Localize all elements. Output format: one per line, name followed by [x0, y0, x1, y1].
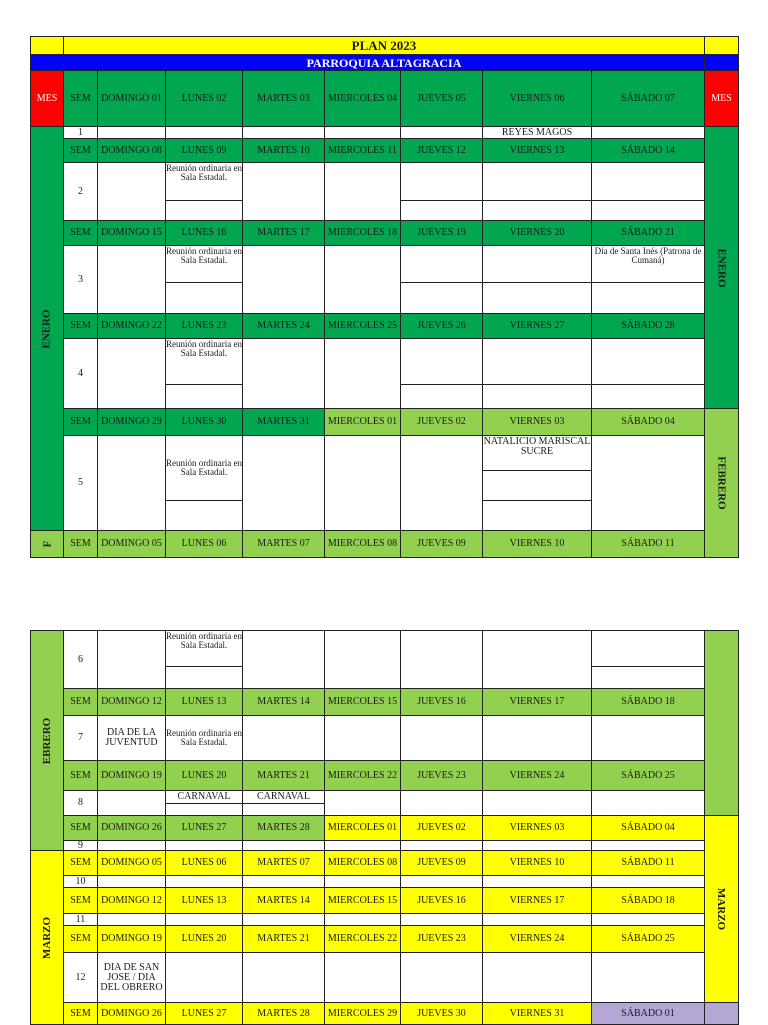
sem-label-cell: SEM — [63, 760, 98, 791]
day-header-mie: MIERCOLES 08 — [324, 850, 401, 876]
day-header-jue: JUEVES 26 — [400, 313, 483, 339]
day-slot-cell[interactable] — [482, 630, 592, 689]
col-header-mes-right: MES — [704, 70, 739, 127]
day-header-mar: MARTES 14 — [242, 688, 325, 716]
event-san-jose: DIA DE SAN JOSE / DIA DEL OBRERO — [97, 952, 166, 1003]
day-header-jue: JUEVES 16 — [400, 887, 483, 914]
month-label-enero-right — [704, 126, 739, 409]
day-header-jue: JUEVES 09 — [400, 530, 483, 558]
day-header-mar: MARTES 10 — [242, 138, 325, 163]
day-header-vie: VIERNES 17 — [482, 887, 592, 914]
week-number-cell: 3 — [63, 245, 98, 314]
day-slot-cell[interactable] — [591, 790, 705, 816]
day-header-vie: VIERNES 24 — [482, 760, 592, 791]
sem-label-cell: SEM — [63, 408, 98, 436]
day-slot-cell[interactable] — [482, 200, 592, 221]
event-reunion: Reunión ordinaria en Sala Estadal. — [165, 630, 243, 667]
month-label-marzo-right — [704, 815, 739, 1003]
day-slot-cell[interactable] — [591, 338, 705, 385]
month-label-febrero-right-text: FEBRERO — [715, 456, 728, 510]
day-slot-cell[interactable] — [400, 630, 483, 689]
month-label-marzo-text: MARZO — [41, 916, 54, 959]
day-slot-cell[interactable] — [400, 790, 483, 816]
day-header-lun: LUNES 30 — [165, 408, 243, 436]
event-reunion: Reunión ordinaria en Sala Estadal. — [165, 338, 243, 385]
day-slot-cell[interactable] — [242, 162, 325, 221]
month-label-abril-right — [704, 1002, 739, 1025]
month-label-marzo — [30, 850, 64, 1025]
day-header-dom: DOMINGO 12 — [97, 688, 166, 716]
day-header-mie: MIERCOLES 22 — [324, 760, 401, 791]
day-header-sab: SÁBADO 18 — [591, 887, 705, 914]
day-header-vie: VIERNES 17 — [482, 688, 592, 716]
day-header-mar: MARTES 31 — [242, 408, 325, 436]
subtitle-corner-right — [704, 54, 739, 71]
sem-label-cell: SEM — [63, 815, 98, 841]
day-slot-cell[interactable] — [482, 384, 592, 409]
day-slot-cell[interactable] — [165, 952, 243, 1003]
day-header-dom: DOMINGO 05 — [97, 530, 166, 558]
day-slot-cell[interactable] — [324, 162, 401, 221]
day-header-sab: SÁBADO 01 — [591, 1002, 705, 1025]
day-header-mie: MIERCOLES 29 — [324, 1002, 401, 1025]
day-header-vie: VIERNES 03 — [482, 408, 592, 436]
day-slot-cell[interactable] — [591, 162, 705, 201]
day-slot-cell[interactable] — [482, 715, 592, 761]
day-header-jue: JUEVES 12 — [400, 138, 483, 163]
month-label-febrero-right-cont — [704, 630, 739, 816]
day-slot-cell[interactable] — [400, 162, 483, 201]
day-slot-cell[interactable] — [242, 630, 325, 689]
day-header-vie: VIERNES 31 — [482, 1002, 592, 1025]
day-slot-cell[interactable] — [591, 666, 705, 689]
week-number-cell: 11 — [63, 913, 98, 926]
day-slot-cell[interactable] — [97, 245, 166, 314]
day-slot-cell[interactable] — [97, 790, 166, 816]
day-header-dom: DOMINGO 12 — [97, 887, 166, 914]
day-header-jue: JUEVES 23 — [400, 760, 483, 791]
day-header-lun: LUNES 13 — [165, 688, 243, 716]
sem-label-cell: SEM — [63, 530, 98, 558]
sem-label-cell: SEM — [63, 1002, 98, 1025]
day-slot-cell[interactable] — [591, 630, 705, 667]
day-header-dom: DOMINGO 08 — [97, 138, 166, 163]
day-slot-cell[interactable] — [324, 715, 401, 761]
day-header-sab: SÁBADO 25 — [591, 925, 705, 953]
day-header-jue: JUEVES 19 — [400, 220, 483, 246]
col-header-lunes: LUNES 02 — [165, 70, 243, 127]
day-header-mie: MIERCOLES 15 — [324, 688, 401, 716]
day-header-vie: VIERNES 13 — [482, 138, 592, 163]
day-header-dom: DOMINGO 22 — [97, 313, 166, 339]
day-slot-cell[interactable] — [324, 952, 401, 1003]
day-header-mie: MIERCOLES 22 — [324, 925, 401, 953]
day-header-mie: MIERCOLES 18 — [324, 220, 401, 246]
day-header-jue: JUEVES 30 — [400, 1002, 483, 1025]
day-header-jue: JUEVES 09 — [400, 850, 483, 876]
month-label-febrero-right — [704, 408, 739, 558]
day-header-lun: LUNES 13 — [165, 887, 243, 914]
sem-label-cell: SEM — [63, 925, 98, 953]
week-number-cell: 6 — [63, 630, 98, 689]
day-header-jue: JUEVES 23 — [400, 925, 483, 953]
col-header-martes: MARTES 03 — [242, 70, 325, 127]
page-subtitle: PARROQUIA ALTAGRACIA — [63, 54, 705, 71]
day-slot-cell[interactable] — [482, 952, 592, 1003]
col-header-sem: SEM — [63, 70, 98, 127]
col-header-jueves: JUEVES 05 — [400, 70, 483, 127]
day-slot-cell[interactable] — [591, 200, 705, 221]
event-reunion: Reunión ordinaria en Sala Estadal. — [165, 245, 243, 283]
day-header-mie: MIERCOLES 01 — [324, 408, 401, 436]
title-corner-right — [704, 36, 739, 55]
col-header-viernes: VIERNES 06 — [482, 70, 592, 127]
day-slot-cell[interactable] — [482, 338, 592, 385]
day-slot-cell[interactable] — [482, 245, 592, 283]
week-number-cell: 12 — [63, 952, 98, 1003]
day-slot-cell[interactable] — [591, 715, 705, 761]
day-header-dom: DOMINGO 26 — [97, 815, 166, 841]
day-header-dom: DOMINGO 19 — [97, 925, 166, 953]
sem-label-cell: SEM — [63, 313, 98, 339]
day-slot-cell[interactable] — [400, 952, 483, 1003]
event-carnaval-lunes: CARNAVAL — [165, 790, 243, 804]
day-header-mar: MARTES 17 — [242, 220, 325, 246]
day-slot-cell[interactable] — [591, 282, 705, 314]
day-slot-cell[interactable] — [482, 470, 592, 501]
day-header-sab: SÁBADO 14 — [591, 138, 705, 163]
day-header-dom: DOMINGO 15 — [97, 220, 166, 246]
day-header-mie: MIERCOLES 11 — [324, 138, 401, 163]
event-dia-juventud: DIA DE LA JUVENTUD — [97, 715, 166, 761]
day-header-mar: MARTES 28 — [242, 815, 325, 841]
day-header-vie: VIERNES 24 — [482, 925, 592, 953]
event-carnaval-martes: CARNAVAL — [242, 790, 325, 804]
month-label-enero-right-text: ENERO — [715, 247, 728, 288]
day-slot-cell[interactable] — [97, 162, 166, 221]
week-number-cell: 7 — [63, 715, 98, 761]
month-label-febrero-partial-text: F — [40, 540, 53, 548]
month-label-febrero-cont-text: EBRERO — [41, 717, 53, 764]
day-header-sab: SÁBADO 28 — [591, 313, 705, 339]
day-slot-cell[interactable] — [400, 715, 483, 761]
day-slot-cell[interactable] — [400, 282, 483, 314]
week-number-cell: 2 — [63, 162, 98, 221]
day-slot-cell[interactable] — [324, 338, 401, 409]
day-slot-cell[interactable] — [165, 282, 243, 314]
day-header-mie: MIERCOLES 01 — [324, 815, 401, 841]
day-header-dom: DOMINGO 26 — [97, 1002, 166, 1025]
day-header-lun: LUNES 09 — [165, 138, 243, 163]
day-header-mie: MIERCOLES 08 — [324, 530, 401, 558]
day-header-vie: VIERNES 10 — [482, 850, 592, 876]
sem-label-cell: SEM — [63, 220, 98, 246]
event-reyes-magos[interactable]: REYES MAGOS — [482, 126, 592, 139]
title-corner-left — [30, 36, 64, 55]
day-header-jue: JUEVES 02 — [400, 815, 483, 841]
week-number-cell: 10 — [63, 875, 98, 888]
day-slot-cell[interactable] — [482, 282, 592, 314]
day-header-mar: MARTES 07 — [242, 850, 325, 876]
day-slot-cell[interactable] — [97, 630, 166, 689]
day-slot-cell[interactable] — [400, 338, 483, 385]
day-slot-cell[interactable] — [324, 630, 401, 689]
month-label-febrero-partial — [30, 530, 64, 558]
day-slot-cell[interactable] — [165, 384, 243, 409]
day-header-mar: MARTES 28 — [242, 1002, 325, 1025]
week-number-cell: 5 — [63, 435, 98, 531]
day-slot-cell[interactable] — [400, 200, 483, 221]
day-header-vie: VIERNES 27 — [482, 313, 592, 339]
month-label-marzo-right-text: MARZO — [715, 887, 728, 931]
day-slot-cell[interactable] — [591, 384, 705, 409]
day-slot-cell[interactable] — [400, 435, 483, 531]
day-slot-cell[interactable] — [242, 715, 325, 761]
day-slot-cell[interactable] — [97, 435, 166, 531]
day-slot-cell[interactable] — [482, 162, 592, 201]
week-number-cell: 8 — [63, 790, 98, 816]
day-slot-cell[interactable] — [482, 500, 592, 531]
sem-label-cell: SEM — [63, 850, 98, 876]
event-reunion: Reunión ordinaria en Sala Estadal. — [165, 435, 243, 501]
month-label-enero — [30, 126, 64, 531]
event-reunion: Reunión ordinaria en Sala Estadal. — [165, 162, 243, 201]
page-title: PLAN 2023 — [63, 36, 705, 55]
day-slot-cell[interactable] — [591, 435, 705, 531]
day-header-sab: SÁBADO 21 — [591, 220, 705, 246]
sem-label-cell: SEM — [63, 688, 98, 716]
month-label-febrero-cont — [30, 630, 64, 851]
day-slot-cell[interactable] — [324, 435, 401, 531]
day-slot-cell[interactable] — [242, 435, 325, 531]
day-header-lun: LUNES 20 — [165, 760, 243, 791]
event-natalicio: NATALICIO MARISCAL SUCRE — [482, 435, 592, 471]
day-header-lun: LUNES 23 — [165, 313, 243, 339]
day-header-vie: VIERNES 20 — [482, 220, 592, 246]
day-slot-cell[interactable] — [400, 384, 483, 409]
day-header-jue: JUEVES 16 — [400, 688, 483, 716]
week-number-cell: 1 — [63, 126, 98, 139]
day-header-dom: DOMINGO 19 — [97, 760, 166, 791]
day-slot-cell[interactable] — [242, 245, 325, 314]
day-header-sab: SÁBADO 04 — [591, 408, 705, 436]
day-slot-cell[interactable] — [242, 338, 325, 409]
day-slot-cell[interactable] — [324, 245, 401, 314]
sem-label-cell: SEM — [63, 138, 98, 163]
event-santa-ines: Día de Santa Inés (Patrona de Cumaná) — [591, 245, 705, 283]
week-number-cell: 9 — [63, 840, 98, 851]
day-header-mie: MIERCOLES 15 — [324, 887, 401, 914]
day-header-dom: DOMINGO 05 — [97, 850, 166, 876]
day-slot-cell[interactable] — [165, 500, 243, 531]
day-header-lun: LUNES 27 — [165, 815, 243, 841]
day-slot-cell[interactable] — [242, 952, 325, 1003]
day-header-lun: LUNES 06 — [165, 850, 243, 876]
day-header-vie: VIERNES 10 — [482, 530, 592, 558]
day-header-mar: MARTES 21 — [242, 925, 325, 953]
day-header-dom: DOMINGO 29 — [97, 408, 166, 436]
day-header-lun: LUNES 20 — [165, 925, 243, 953]
sem-label-cell: SEM — [63, 887, 98, 914]
day-slot-cell[interactable] — [591, 952, 705, 1003]
day-header-mie: MIERCOLES 25 — [324, 313, 401, 339]
day-header-sab: SÁBADO 11 — [591, 850, 705, 876]
day-header-mar: MARTES 21 — [242, 760, 325, 791]
month-label-enero-text: ENERO — [41, 308, 53, 349]
day-header-mar: MARTES 24 — [242, 313, 325, 339]
day-header-sab: SÁBADO 18 — [591, 688, 705, 716]
day-header-lun: LUNES 06 — [165, 530, 243, 558]
day-slot-cell[interactable] — [165, 200, 243, 221]
day-slot-cell[interactable] — [97, 338, 166, 409]
day-header-mar: MARTES 07 — [242, 530, 325, 558]
col-header-mes: MES — [30, 70, 64, 127]
day-slot-cell[interactable] — [482, 790, 592, 816]
day-header-lun: LUNES 27 — [165, 1002, 243, 1025]
day-header-mar: MARTES 14 — [242, 887, 325, 914]
day-header-sab: SÁBADO 11 — [591, 530, 705, 558]
day-slot-cell[interactable] — [324, 790, 401, 816]
col-header-sabado: SÁBADO 07 — [591, 70, 705, 127]
day-slot-cell[interactable] — [400, 245, 483, 283]
day-slot-cell[interactable] — [165, 666, 243, 689]
col-header-miercoles: MIERCOLES 04 — [324, 70, 401, 127]
day-header-lun: LUNES 16 — [165, 220, 243, 246]
subtitle-corner-left — [30, 54, 64, 71]
week-number-cell: 4 — [63, 338, 98, 409]
day-header-sab: SÁBADO 04 — [591, 815, 705, 841]
day-header-sab: SÁBADO 25 — [591, 760, 705, 791]
col-header-domingo: DOMINGO 01 — [97, 70, 166, 127]
day-header-vie: VIERNES 03 — [482, 815, 592, 841]
event-reunion: Reunión ordinaria en Sala Estadal. — [165, 715, 243, 761]
day-header-jue: JUEVES 02 — [400, 408, 483, 436]
